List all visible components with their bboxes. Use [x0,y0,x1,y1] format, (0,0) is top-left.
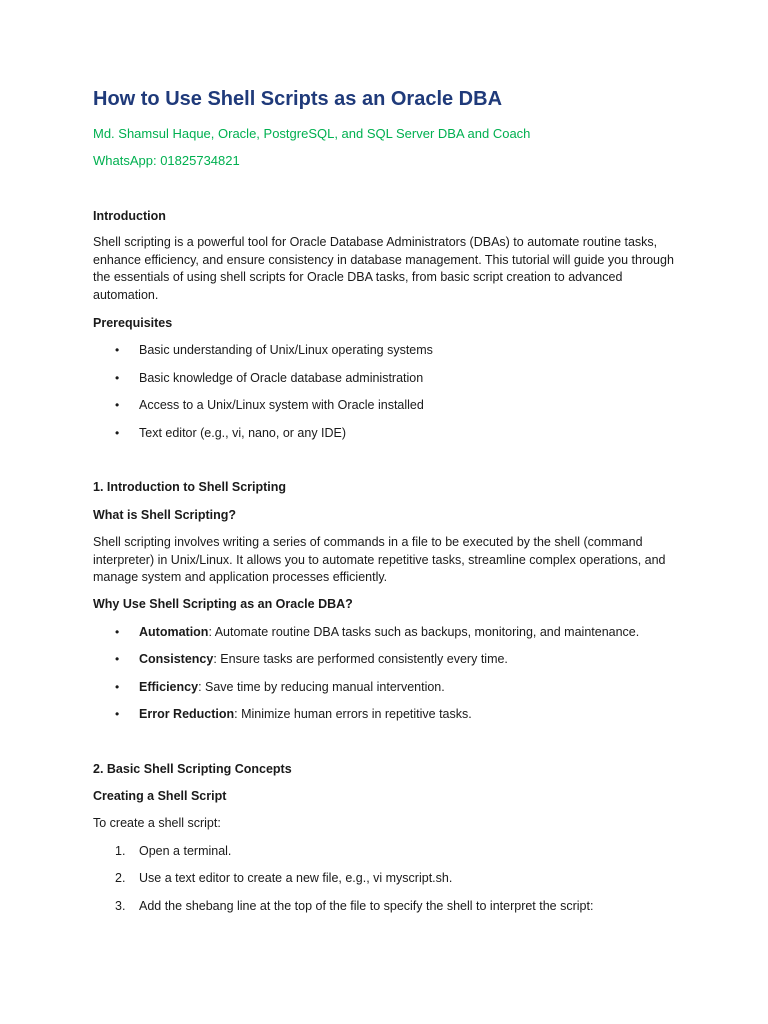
whatsapp-contact: WhatsApp: 01825734821 [93,153,240,168]
creating-script-heading: Creating a Shell Script [93,789,227,803]
bullet-icon: • [115,680,120,694]
bullet-icon: • [115,707,120,721]
document-title: How to Use Shell Scripts as an Oracle DBA [93,88,503,110]
bullet-icon: • [115,426,120,440]
author-line: Md. Shamsul Haque, Oracle, PostgreSQL, and SQL Server DBA and Coach [93,126,531,141]
prerequisites-heading: Prerequisites [93,316,173,330]
bullet-icon: • [115,625,120,639]
section-2-heading: 2. Basic Shell Scripting Concepts [93,762,292,776]
what-is-paragraph: Shell scripting involves writing a series of commands in a file to be executed by the shell (command interpreter) in Unix/Linux. It allows you to automate repetitive tasks, streamline complex operations, and manage system and application processes efficiently. [93,535,666,584]
section-1-heading: 1. Introduction to Shell Scripting [93,480,287,494]
what-is-heading: What is Shell Scripting? [93,508,237,522]
bullet-icon: • [115,343,120,357]
introduction-paragraph: Shell scripting is a powerful tool for Oracle Database Administrators (DBAs) to automate routine tasks, enhance efficiency, and ensure consistency in database management. This tutorial will guide you through the essentials of using shell scripts for Oracle DBA tasks, from basic script creation to advanced automation. [93,235,674,302]
creating-intro-text: To create a shell script: [93,816,221,830]
introduction-heading: Introduction [93,209,166,223]
bullet-icon: • [115,371,120,385]
why-use-heading: Why Use Shell Scripting as an Oracle DBA? [93,597,353,611]
bullet-icon: • [115,652,120,666]
bullet-icon: • [115,398,120,412]
